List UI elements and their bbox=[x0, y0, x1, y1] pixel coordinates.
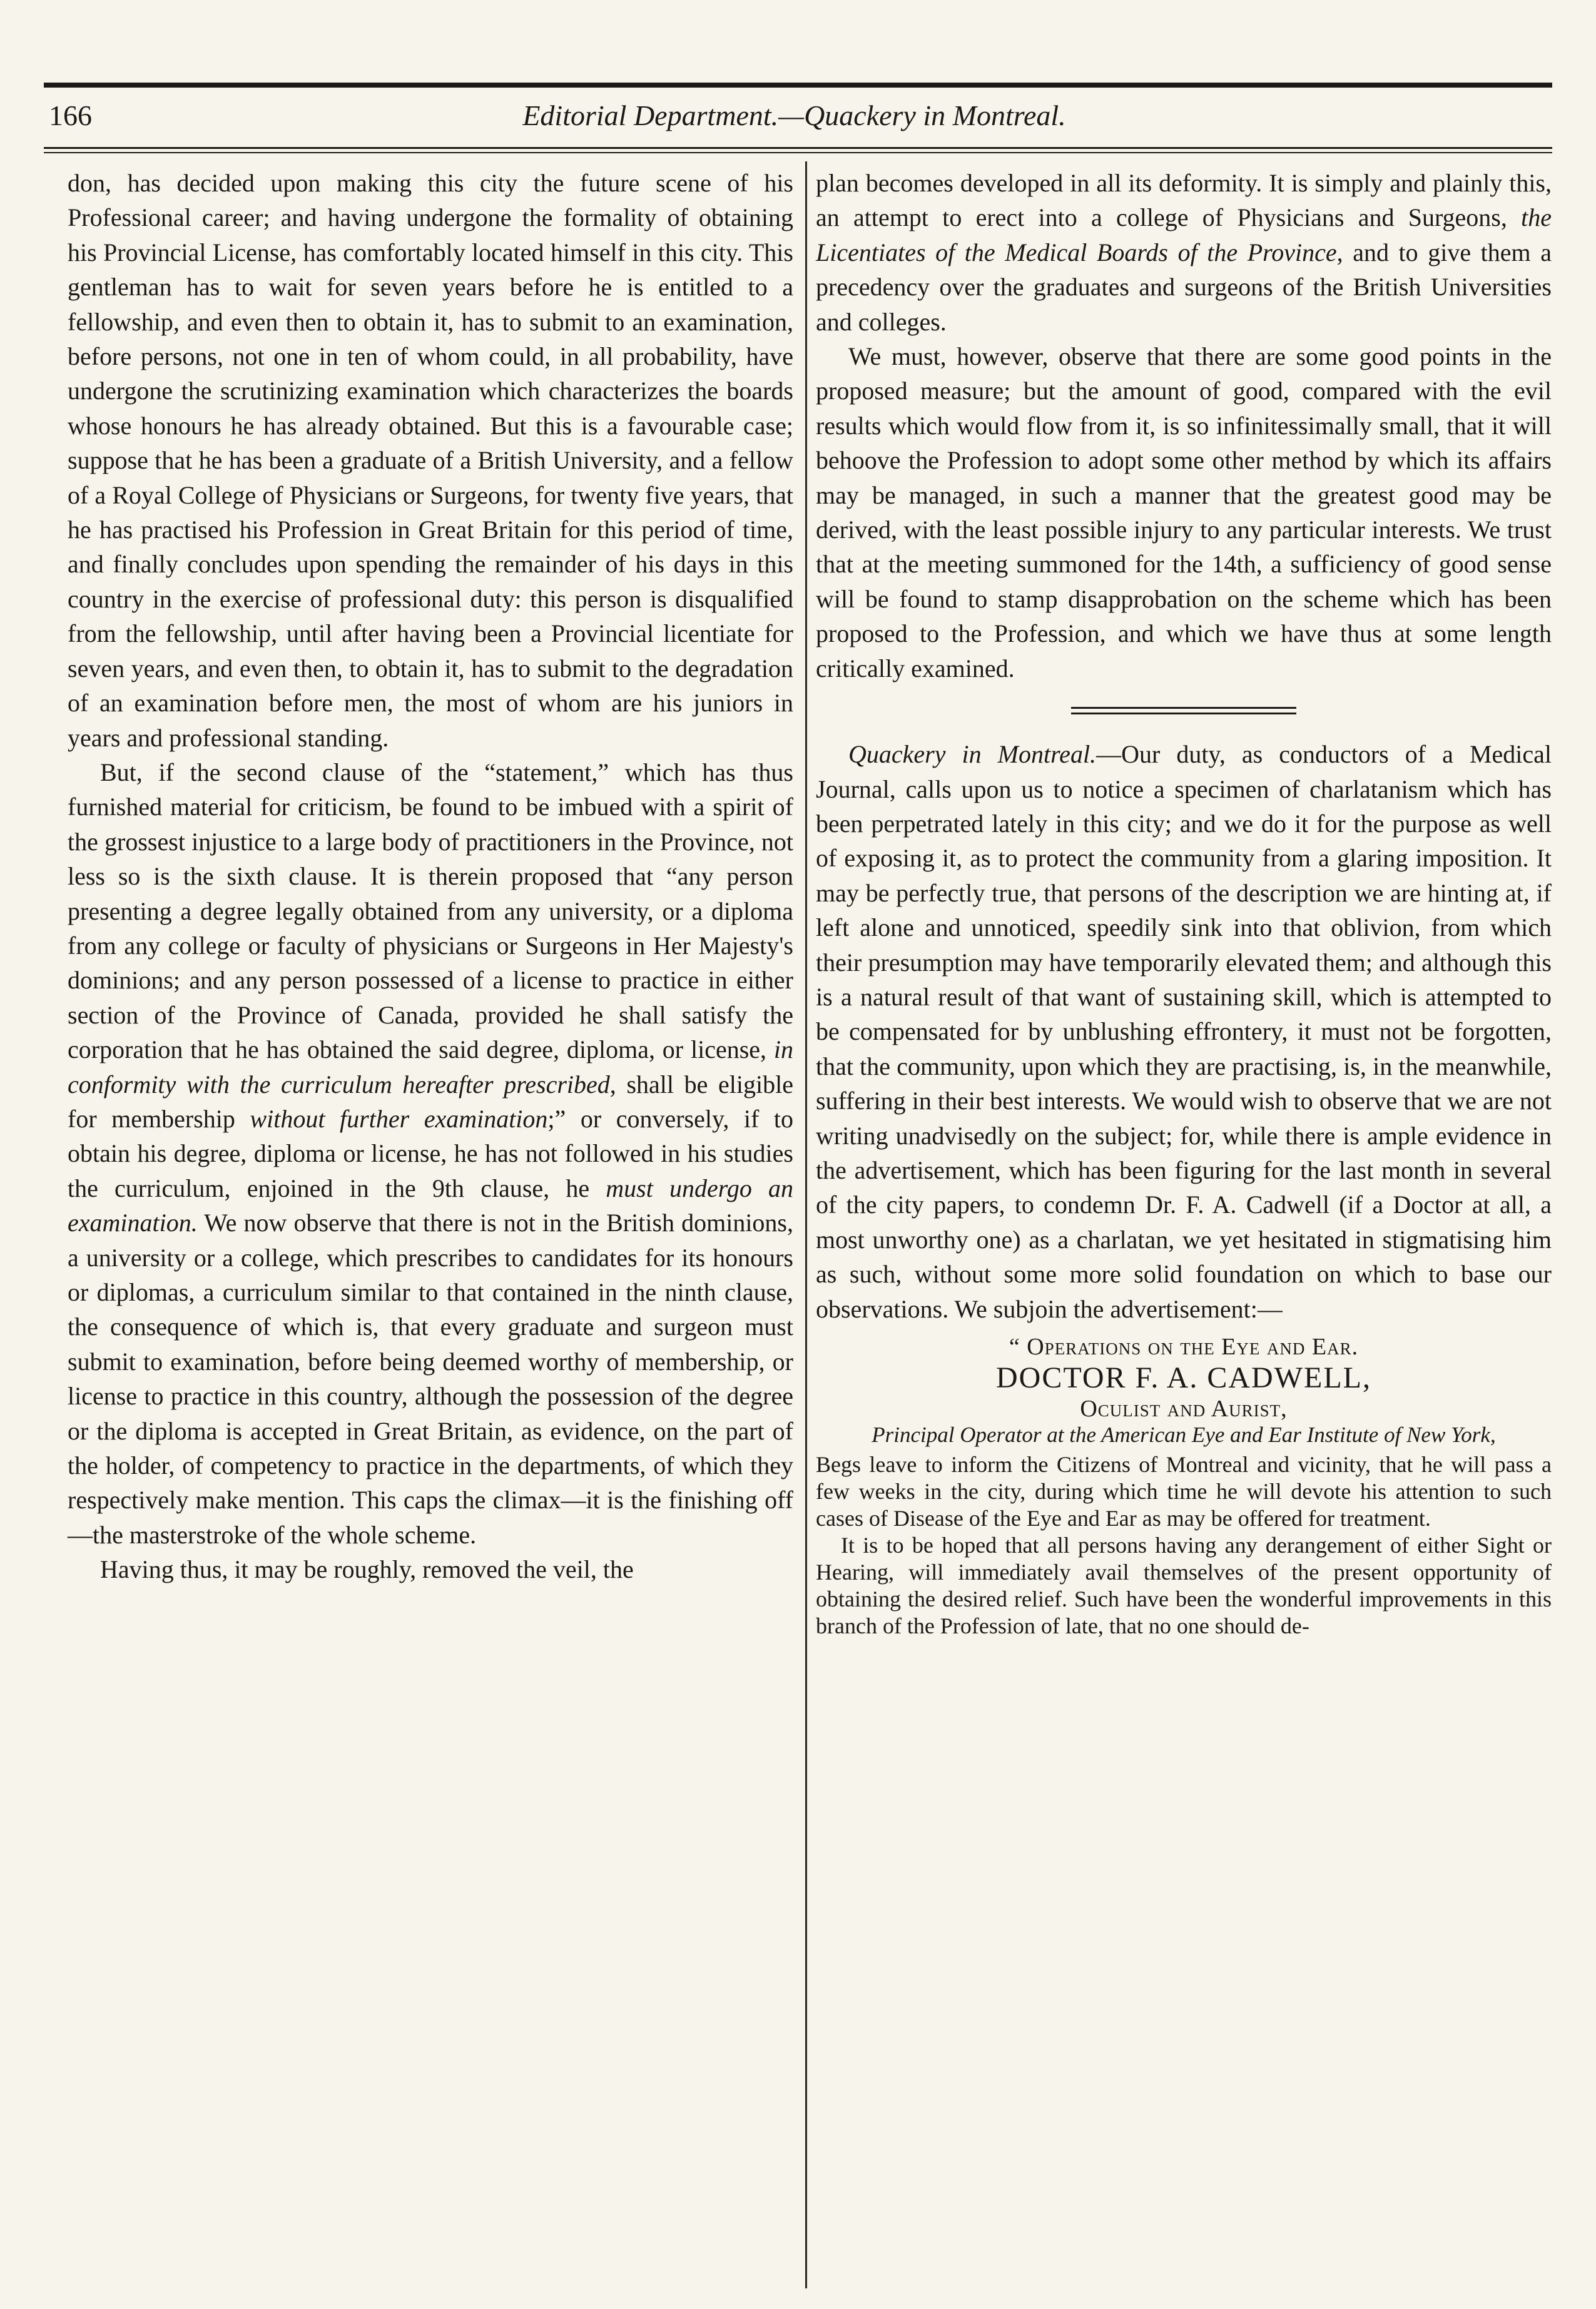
header-rule bbox=[44, 147, 1552, 149]
quackery-paragraph-text: —Our duty, as conductors of a Medical Journal, calls upon us to notice a specimen of charlatanism which has been perpetrated lately in this city; and we do it for the purpose as well of exposing it, as to protect the community from a glaring imposition. It may be perfectly true, that persons of the description we are hinting at, if left alone and unnoticed, speedily sink into that oblivion, from which their presumption may have temporarily elevated them; and although this is a natural result of that want of sustaining skill, which is attempted to be compensated for by unblushing effrontery, it must not be forgotten, that the community, upon which they are practising, is, in the meanwhile, suffering in their best interests. We would wish to observe that we are not writing unadvisedly on the subject; for, while there is ample evidence in the advertisement, which has been figuring for the last month in several of the city papers, to condemn Dr. F. A. Cadwell (if a Doctor at all, a most unworthy one) as a charlatan, we yet hesitated in stigmatising him as such, without some more solid foundation on which to base our observations. We subjoin the advertisement:— bbox=[816, 740, 1552, 1323]
right-paragraph-1 bbox=[816, 166, 1552, 339]
quackery-heading: Quackery in Montreal. bbox=[848, 740, 1097, 769]
advert-name: DOCTOR F. A. CADWELL, bbox=[996, 1361, 1371, 1394]
left-paragraph-2-italic-2: without further examination bbox=[250, 1104, 548, 1133]
advert-paragraph-2: It is to be hoped that all persons having any derangement of either Sight or Hearing, will immediately avail themselves of the present opportunity of obtaining the desired relief. Such have been the wonderful improvements in this branch of the Profession of late, that no one should de- bbox=[816, 1533, 1552, 1638]
advert-heading: “ Operations on the Eye and Ear. bbox=[1009, 1334, 1359, 1360]
right-paragraph-1-italic: the Licentiates of the Medical Boards of the Province bbox=[816, 203, 1552, 266]
left-paragraph-2-italic-3: must undergo an examination. bbox=[68, 1174, 793, 1237]
section-rule bbox=[1071, 707, 1296, 709]
quackery-paragraph bbox=[816, 737, 1552, 1326]
left-paragraph-2-text-a: But, if the second clause of the “statement,” which has thus furnished material for criticism, be found to be imbued with a spirit of the grossest injustice to a large body of practitioners in the Province, not less so is the sixth clause. It is therein proposed that “any person presenting a degree legally obtained from any university, or a diploma from any college or faculty of physicians or Surgeons in Her Majesty's dominions; and any person possessed of a license to practice in either section of the Province of Canada, provided he shall satisfy the corporation that he has obtained the said degree, diploma, or license, bbox=[68, 758, 793, 1064]
left-paragraph-1: don, has decided upon making this city the future scene of his Professional career; and having undergone the formality of obtaining his Provincial License, has comfortably located himself in this city. This gentleman has to wait for seven years before he is entitled to a fellowship, and even then to obtain it, has to submit to an examination, before persons, not one in ten of whom could, in all probability, have undergone the scrutinizing examination which characterizes the boards whose honours he has already obtained. But this is a favourable case; suppose that he has been a graduate of a British University, and a fellow of a Royal College of Physicians or Surgeons, for twenty five years, that he has practised his Profession in Great Britain for this period of time, and finally concludes upon spending the remainder of his days in this country in the exercise of professional duty: this person is disqualified from the fellowship, until after having been a Provincial licentiate for seven years, and even then, to obtain it, has to submit to the degradation of an examination before men, the most of whom are his juniors in years and professional standing. bbox=[68, 169, 793, 752]
header-rule-secondary bbox=[44, 152, 1552, 153]
left-column bbox=[68, 166, 793, 1587]
header-title: Editorial Department.—Quackery in Montreal. bbox=[522, 99, 1066, 131]
left-paragraph-2 bbox=[68, 755, 793, 1552]
top-rule bbox=[44, 83, 1552, 88]
right-paragraph-1-text-b: , and to give them a precedency over the graduates and surgeons of the British Universities and colleges. bbox=[816, 238, 1552, 336]
running-head bbox=[49, 94, 1540, 138]
left-paragraph-2-text-c: ;” or conversely, if to obtain his degree, diploma or license, he has not followed in his studies the curriculum, enjoined in the 9th clause, he bbox=[68, 1104, 793, 1202]
advert-paragraph-1: Begs leave to inform the Citizens of Montreal and vicinity, that he will pass a few weeks in the city, during which time he will devote his attention to such cases of Disease of the Eye and Ear as may be offered for treatment. bbox=[816, 1452, 1552, 1531]
left-paragraph-2-text-d: We now observe that there is not in the British dominions, a university or a college, which prescribes to candidates for its honours or diplomas, a curriculum similar to that contained in the ninth clause, the consequence of which is, that every graduate and surgeon must submit to examination, before being deemed worthy of membership, or license to practice in this country, although the possession of the degree or the diploma is accepted in Great Britain, as evidence, on the part of the holder, of competency to practice in the departments, of which they respectively make mention. This caps the climax—it is the finishing off—the masterstroke of the whole scheme. bbox=[68, 1209, 793, 1549]
right-column bbox=[816, 166, 1552, 1640]
left-paragraph-2-text-b: , shall be eligible for membership bbox=[68, 1070, 793, 1133]
left-paragraph-2-italic-1: in conformity with the curriculum hereafter prescribed bbox=[68, 1035, 793, 1099]
left-paragraph-3: Having thus, it may be roughly, removed the veil, the bbox=[100, 1555, 634, 1584]
section-rule-secondary bbox=[1071, 713, 1296, 714]
advertisement bbox=[816, 1334, 1552, 1640]
advert-body bbox=[816, 1451, 1552, 1640]
advert-affiliation: Principal Operator at the American Eye and Ear Institute of New York, bbox=[872, 1423, 1496, 1447]
page-number: 166 bbox=[49, 99, 92, 131]
advert-title: Oculist and Aurist, bbox=[1080, 1396, 1288, 1422]
column-divider bbox=[805, 161, 807, 2288]
right-paragraph-1-text-a: plan becomes developed in all its deformity. It is simply and plainly this, an attempt to erect into a college of Physicians and Surgeons, bbox=[816, 169, 1552, 232]
right-paragraph-2: We must, however, observe that there are some good points in the proposed measure; but the amount of good, compared with the evil results which would flow from it, is so infinitessimally small, that it will behoove the Profession to adopt some other method by which its affairs may be managed, in such a manner that the greatest good may be derived, with the least possible injury to any particular interests. We trust that at the meeting summoned for the 14th, a sufficiency of good sense will be found to stamp disapprobation on the scheme which has been proposed to the Profession, and which we have thus at some length critically examined. bbox=[816, 342, 1552, 683]
